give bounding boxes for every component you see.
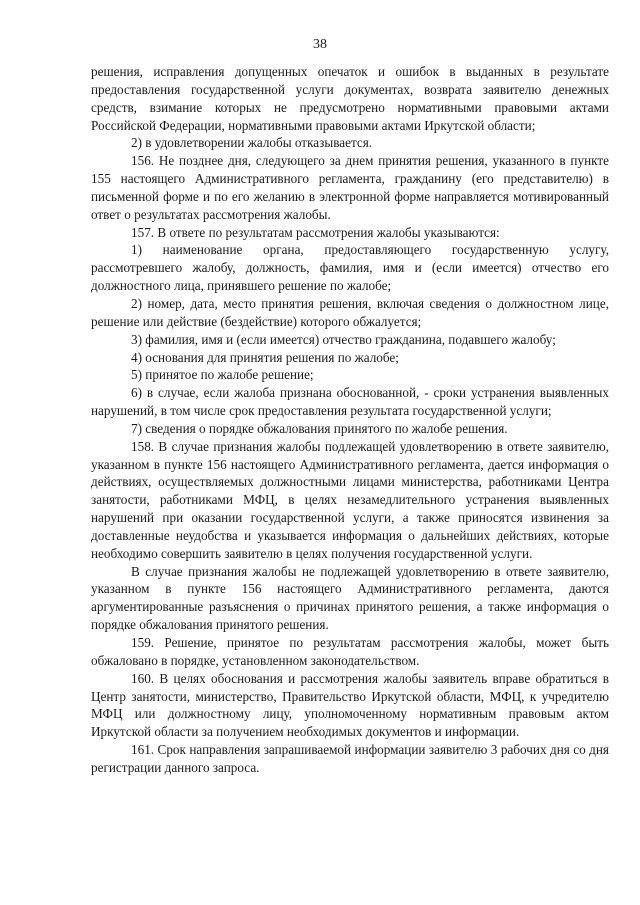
paragraph-155-item-2: 2) в удовлетворении жалобы отказывается. [131, 135, 373, 151]
paragraph-156: 156. Не позднее дня, следующего за днем принятия решения, указанного в пункте 155 настоящего Административного регламента, гражданину (его представителю) в письменной форме и по его желанию в электронной форме направляется мотивированный ответ о результатах рассмотрения жалобы. [91, 153, 609, 222]
paragraph-158: 158. В случае признания жалобы подлежащей удовлетворению в ответе заявителю, указанном в пункте 156 настоящего Административного регламента, дается информация о действиях, осуществляемых должностными лицами министерства, работниками Центра занятости, работниками МФЦ, в целях незамедлительного устранения выявленных нарушений при оказании государственной услуги, а также приносятся извинения за доставленные неудобства и указывается информация о дальнейших действиях, которые необходимо совершить заявителю в целях получения государственной услуги. [91, 438, 609, 561]
paragraph-161: 161. Срок направления запрашиваемой информации заявителю 3 рабочих дня со дня регистрации данного запроса. [91, 742, 609, 775]
page-number: 38 [313, 37, 327, 52]
document-body [91, 63, 609, 777]
paragraph-157-item-4: 4) основания для принятия решения по жалобе; [131, 349, 399, 365]
paragraph-160: 160. В целях обоснования и рассмотрения жалобы заявитель вправе обратиться в Центр занятости, министерство, Правительство Иркутской области, МФЦ, к учредителю МФЦ или должностному лицу, уполномоченному нормативным правовым актом Иркутской области за получением необходимых документов и информации. [91, 670, 609, 740]
paragraph-157-item-1: 1) наименование органа, предоставляющего государственную услугу, рассмотревшего жалобу, должность, фамилия, имя и (если имеется) отчество его должностного лица, принявшего решение по жалобе; [91, 242, 609, 294]
paragraph-157-item-6: 6) в случае, если жалоба признана обоснованной, - сроки устранения выявленных нарушений, в том числе срок предоставления результата государственной услуги; [91, 385, 609, 419]
paragraph-157-item-5: 5) принятое по жалобе решение; [131, 367, 314, 383]
paragraph-158-part-2: В случае признания жалобы не подлежащей удовлетворению в ответе заявителю, указанном в пункте 156 настоящего Административного регламента, даются аргументированные разъяснения о причинах принятого решения, а также информация о порядке обжалования принятого решения. [91, 563, 609, 633]
paragraph-continuation: решения, исправления допущенных опечаток и ошибок в выданных в результате предоставления государственной услуги документах, возврата заявителю денежных средств, взимание которых не предусмотрено нормативными правовыми актами Российской Федерации, нормативными правовыми актами Иркутской области; [91, 64, 609, 133]
paragraph-157-item-2: 2) номер, дата, место принятия решения, включая сведения о должностном лице, решение или действие (бездействие) которого обжалуется; [91, 295, 609, 329]
paragraph-157: 157. В ответе по результатам рассмотрения жалобы указываются: [131, 224, 500, 240]
paragraph-159: 159. Решение, принятое по результатам рассмотрения жалобы, может быть обжаловано в порядке, установленном законодательством. [91, 635, 609, 668]
paragraph-157-item-7: 7) сведения о порядке обжалования принятого по жалобе решения. [131, 420, 508, 436]
paragraph-157-item-3: 3) фамилия, имя и (если имеется) отчество гражданина, подавшего жалобу; [131, 331, 556, 347]
